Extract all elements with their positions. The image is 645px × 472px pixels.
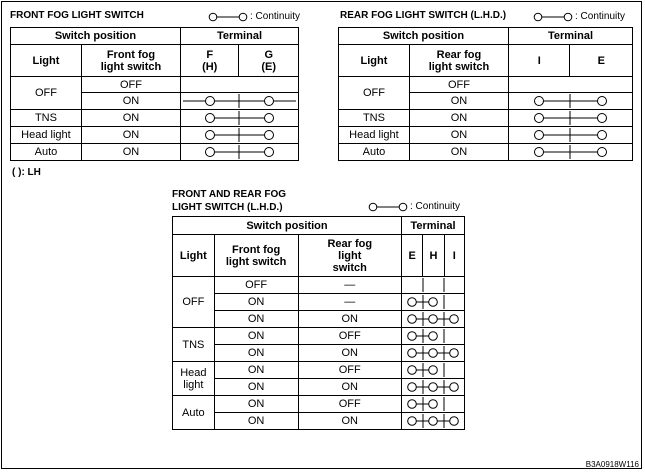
row-rear-switch: OFF — [298, 396, 401, 413]
row-light-tns: TNS — [339, 110, 410, 127]
continuity-cell — [180, 127, 298, 144]
row-front-switch: ON — [214, 345, 298, 362]
table-row — [173, 362, 465, 379]
row-front-switch: OFF — [214, 277, 298, 294]
row-front-switch: ON — [214, 379, 298, 396]
table-row — [173, 379, 465, 396]
legend-text: : Continuity — [250, 11, 301, 22]
table3-title: FRONT AND REAR FOG LIGHT SWITCH (L.H.D.) — [172, 189, 287, 213]
header-terminal-g: G (E) — [239, 45, 299, 77]
row-switch: ON — [409, 110, 508, 127]
continuity-cell — [508, 93, 632, 110]
legend-text: : Continuity — [575, 11, 626, 22]
header-switch-position: Switch position — [11, 28, 181, 45]
row-light-auto: Auto — [339, 144, 410, 161]
header-terminal: Terminal — [401, 217, 464, 235]
row-rear-switch: ON — [298, 345, 401, 362]
row-front-switch: ON — [214, 328, 298, 345]
continuity-symbol-icon — [402, 380, 464, 394]
lh-note: ( ): LH — [12, 167, 41, 178]
row-light-auto: Auto — [11, 144, 82, 161]
row-switch: OFF — [81, 77, 180, 93]
table-row — [173, 413, 465, 430]
row-light-off: OFF — [339, 77, 410, 110]
header-terminal-i: I — [444, 235, 464, 277]
continuity-cell — [180, 110, 298, 127]
continuity-cell — [401, 277, 464, 294]
legend-text: : Continuity — [410, 201, 461, 212]
row-rear-switch: — — [298, 294, 401, 311]
row-light-head-light: Head light — [11, 127, 82, 144]
row-switch: ON — [81, 93, 180, 110]
table-row — [173, 277, 465, 294]
header-terminal-h: H — [423, 235, 444, 277]
header-light: Light — [339, 45, 410, 77]
table3-legend — [368, 201, 460, 212]
continuity-symbol-icon — [402, 312, 464, 326]
continuity-cell — [508, 77, 632, 93]
header-terminal: Terminal — [508, 28, 632, 45]
header-rear-fog-switch: Rear fog light switch — [298, 235, 401, 277]
row-switch: ON — [409, 93, 508, 110]
row-light: TNS — [173, 328, 215, 362]
row-light-off: OFF — [11, 77, 82, 110]
continuity-cell — [401, 294, 464, 311]
header-switch-position: Switch position — [173, 217, 402, 235]
header-light: Light — [173, 235, 215, 277]
table-row — [173, 345, 465, 362]
continuity-cell — [401, 311, 464, 328]
continuity-cell — [508, 127, 632, 144]
continuity-symbol-icon — [368, 202, 408, 212]
continuity-symbol-icon — [402, 414, 464, 428]
continuity-cell — [401, 328, 464, 345]
row-rear-switch: OFF — [298, 328, 401, 345]
front-rear-fog-switch-table — [172, 216, 465, 430]
row-light: Auto — [173, 396, 215, 430]
continuity-symbol-icon — [402, 363, 464, 377]
row-switch: ON — [81, 110, 180, 127]
row-rear-switch: OFF — [298, 362, 401, 379]
table1-title: FRONT FOG LIGHT SWITCH — [10, 10, 144, 21]
continuity-cell — [401, 345, 464, 362]
row-switch: OFF — [409, 77, 508, 93]
row-front-switch: ON — [214, 311, 298, 328]
row-front-switch: ON — [214, 362, 298, 379]
continuity-symbol-icon — [208, 12, 248, 22]
table2-legend — [533, 11, 625, 22]
row-front-switch: ON — [214, 396, 298, 413]
table1-legend — [208, 11, 300, 22]
header-terminal-f: F (H) — [180, 45, 238, 77]
continuity-cell — [508, 144, 632, 161]
row-front-switch: ON — [214, 413, 298, 430]
continuity-symbol-icon — [533, 12, 573, 22]
header-light: Light — [11, 45, 82, 77]
continuity-cell — [180, 93, 298, 110]
row-rear-switch: ON — [298, 413, 401, 430]
header-terminal-i: I — [508, 45, 569, 77]
row-rear-switch: ON — [298, 311, 401, 328]
header-front-fog-switch: Front fog light switch — [81, 45, 180, 77]
table-row — [173, 311, 465, 328]
row-switch: ON — [81, 144, 180, 161]
header-terminal-e: E — [401, 235, 422, 277]
figure-code: B3A0918W116 — [585, 460, 639, 469]
row-front-switch: ON — [214, 294, 298, 311]
header-switch-position: Switch position — [339, 28, 509, 45]
front-fog-switch-table — [10, 27, 299, 161]
continuity-cell — [401, 413, 464, 430]
row-switch: ON — [81, 127, 180, 144]
row-light: Head light — [173, 362, 215, 396]
continuity-cell — [401, 362, 464, 379]
row-switch: ON — [409, 127, 508, 144]
rear-fog-switch-table — [338, 27, 633, 161]
row-rear-switch: ON — [298, 379, 401, 396]
continuity-symbol-icon — [402, 346, 464, 360]
row-light: OFF — [173, 277, 215, 328]
row-light-tns: TNS — [11, 110, 82, 127]
continuity-cell — [180, 77, 298, 93]
continuity-symbol-icon — [402, 329, 464, 343]
header-terminal-e: E — [570, 45, 633, 77]
continuity-cell — [401, 396, 464, 413]
continuity-cell — [401, 379, 464, 396]
header-terminal: Terminal — [180, 28, 298, 45]
row-switch: ON — [409, 144, 508, 161]
table-row — [173, 294, 465, 311]
continuity-cell — [508, 110, 632, 127]
continuity-cell — [180, 144, 298, 161]
continuity-symbol-icon — [402, 295, 464, 309]
header-front-fog-switch: Front fog light switch — [214, 235, 298, 277]
continuity-symbol-icon — [402, 397, 464, 411]
row-rear-switch: — — [298, 277, 401, 294]
row-light-head-light: Head light — [339, 127, 410, 144]
header-rear-fog-switch: Rear fog light switch — [409, 45, 508, 77]
table2-title: REAR FOG LIGHT SWITCH (L.H.D.) — [340, 10, 507, 21]
table-row — [173, 396, 465, 413]
table-row — [173, 328, 465, 345]
